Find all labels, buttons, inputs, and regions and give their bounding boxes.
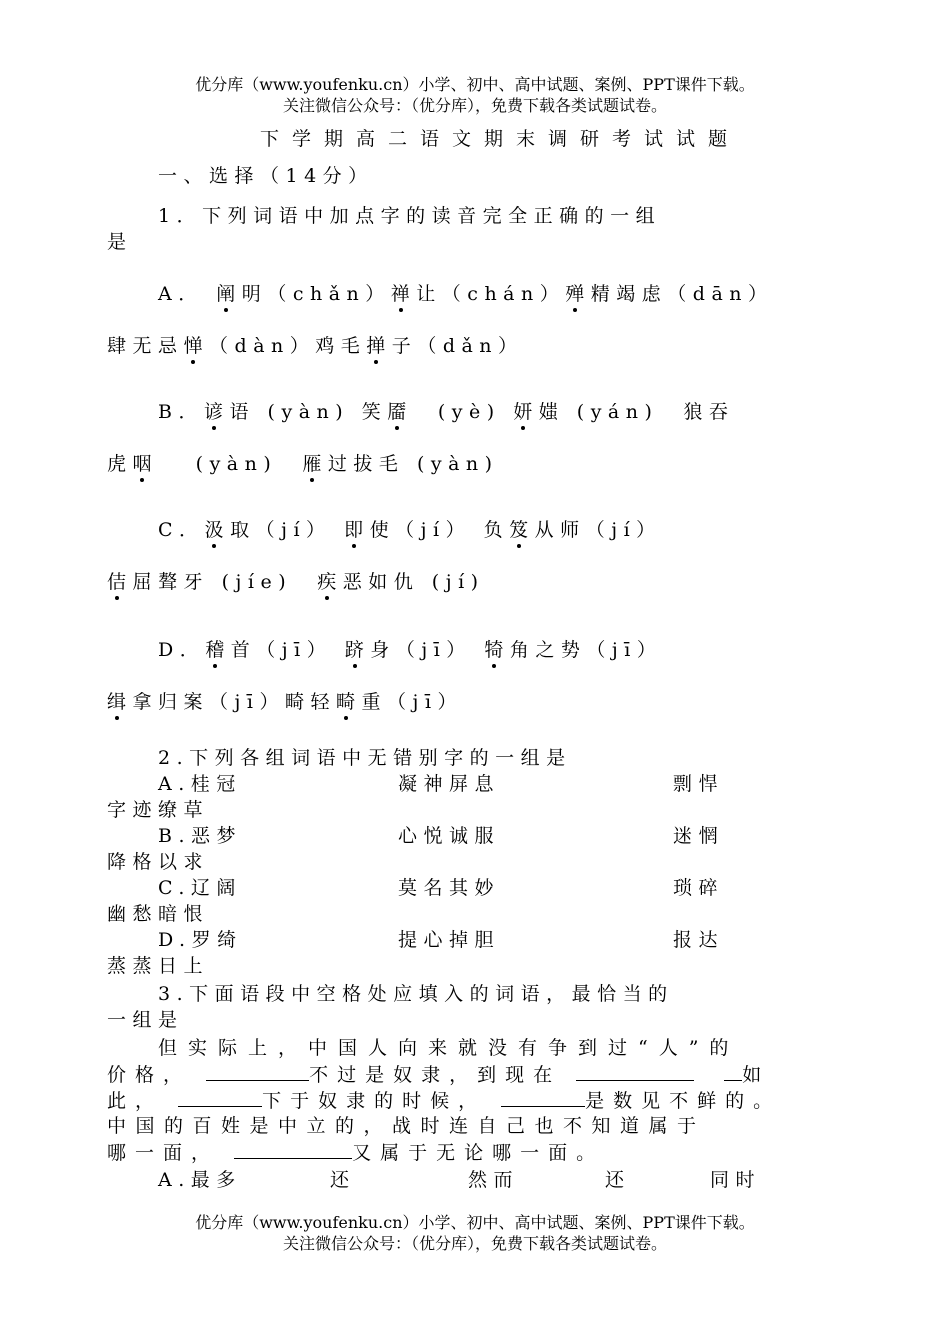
q3-option-a: A.最多 xyxy=(158,1169,242,1191)
dotted-char: 稽 xyxy=(205,639,231,661)
fill-blank-1[interactable] xyxy=(206,1062,309,1081)
q2-option-a: A.桂冠 xyxy=(158,773,242,795)
pinyin: （jī） xyxy=(586,639,663,661)
dotted-char: 雁 xyxy=(302,453,328,475)
q2-option-d: D.罗绮 xyxy=(158,929,243,951)
section-heading: 一、选择（14分） xyxy=(158,165,374,187)
q2-stem: 2.下列各组词语中无错别字的一组是 xyxy=(158,747,572,769)
dotted-char: 妍 xyxy=(513,401,539,423)
q1-option-d-line2: 缉拿归案（jī）畸轻畸重（jī） xyxy=(107,691,464,713)
pinyin: （jī） xyxy=(256,639,333,661)
pinyin: （jī） xyxy=(395,639,472,661)
dotted-char: 靥 xyxy=(387,401,413,423)
dotted-char: 笈 xyxy=(509,519,535,541)
q1-stem: 1．下列词语中加点字的读音完全正确的一组 xyxy=(158,205,662,227)
q3-passage-line4: 中国的百姓是中立的，战时连自己也不知道属于 xyxy=(107,1115,706,1137)
dotted-char: 汲 xyxy=(204,519,231,541)
pinyin: (yàn) xyxy=(195,453,278,475)
fill-blank-2-tail xyxy=(724,1062,742,1081)
dotted-char: 即 xyxy=(344,519,370,541)
dotted-char: 谚 xyxy=(203,401,230,423)
q2-option-a-word4: 字迹缭草 xyxy=(107,799,210,821)
pinyin: （dǎn） xyxy=(417,335,524,357)
pinyin: （dàn） xyxy=(209,335,316,357)
q1-option-c-line1: C．汲取（jí） 即使（jí） 负笈从师（jí） xyxy=(158,519,662,541)
q1-option-b-line1: B．谚语 (yàn) 笑靥 (yè) 妍媸 (yán) 狼吞 xyxy=(158,401,735,423)
option-label: A． xyxy=(158,283,204,305)
page-footer xyxy=(0,1212,950,1254)
q3-passage-line2: 价格， 不过是奴隶，到现在 如 xyxy=(107,1064,771,1086)
dotted-char: 疾 xyxy=(317,571,343,593)
fill-blank-4[interactable] xyxy=(501,1088,585,1107)
page-header xyxy=(0,74,950,116)
footer-line-1: 优分库（www.youfenku.cn）小学、初中、高中试题、案例、PPT课件下载。 xyxy=(195,1213,755,1232)
pinyin: (jí) xyxy=(431,571,485,593)
header-line-2: 关注微信公众号：（优分库），免费下载各类试题试卷。 xyxy=(282,96,667,115)
q1-stem-cont: 是 xyxy=(107,231,133,253)
q2-option-c-word4: 幽愁暗恨 xyxy=(107,903,210,925)
q2-option-b: B.恶梦 xyxy=(158,825,243,847)
fill-blank-3[interactable] xyxy=(178,1088,262,1107)
pinyin: (yè) xyxy=(437,401,501,423)
q2-option-c: C.辽阔 xyxy=(158,877,242,899)
option-label: B． xyxy=(158,401,204,423)
q1-option-a-line1: A． 阐明（chǎn）禅让（chán）殚精竭虑（dān） xyxy=(158,283,774,305)
q2-option-b-word3: 迷惘 xyxy=(673,825,725,847)
dotted-char: 佶 xyxy=(107,571,133,593)
q2-option-d-word2: 提心掉胆 xyxy=(398,929,501,951)
dotted-char: 跻 xyxy=(344,639,371,661)
header-line-1: 优分库（www.youfenku.cn）小学、初中、高中试题、案例、PPT课件下载。 xyxy=(195,75,755,94)
pinyin: (yán) xyxy=(576,401,659,423)
q2-option-d-word3: 报达 xyxy=(673,929,725,951)
fill-blank-5[interactable] xyxy=(234,1140,352,1159)
dotted-char: 畸 xyxy=(336,691,362,713)
q3-option-a-word4: 还 xyxy=(605,1169,631,1191)
dotted-char: 禅 xyxy=(390,283,417,305)
dotted-char: 咽 xyxy=(132,453,159,475)
pinyin: (jíe) xyxy=(221,571,293,593)
pinyin: (yàn) xyxy=(267,401,350,423)
pinyin: （jī） xyxy=(387,691,464,713)
q1-option-b-line2: 虎咽 (yàn) 雁过拔毛 (yàn) xyxy=(107,453,499,475)
fill-blank-2[interactable] xyxy=(576,1062,694,1081)
q1-option-d-line1: D．稽首（jī） 跻身（jī） 犄角之势（jī） xyxy=(158,639,663,661)
pinyin: （chǎn） xyxy=(267,283,391,305)
q2-option-b-word2: 心悦诚服 xyxy=(398,825,501,847)
footer-line-2: 关注微信公众号：（优分库），免费下载各类试题试卷。 xyxy=(282,1234,667,1253)
q3-passage-line3: 此， 下于奴隶的时候， 是数见不鲜的。 xyxy=(107,1090,782,1112)
dotted-char: 犄 xyxy=(484,639,510,661)
q2-option-b-word4: 降格以求 xyxy=(107,851,210,873)
dotted-char: 惮 xyxy=(183,335,210,357)
q2-option-a-word2: 凝神屏息 xyxy=(398,773,501,795)
dotted-char: 阐 xyxy=(216,283,242,305)
q3-stem-cont: 一组是 xyxy=(107,1009,184,1031)
q2-option-c-word2: 莫名其妙 xyxy=(398,877,501,899)
pinyin: （jí） xyxy=(585,519,662,541)
q2-option-a-word3: 剽悍 xyxy=(673,773,725,795)
option-label: D． xyxy=(158,639,206,661)
q3-passage-line5: 哪一面， 又属于无论哪一面。 xyxy=(107,1142,605,1164)
q3-option-a-word5: 同时 xyxy=(710,1169,762,1191)
pinyin: (yàn) xyxy=(416,453,499,475)
q1-option-c-line2: 佶屈聱牙 (jíe) 疾恶如仇 (jí) xyxy=(107,571,485,593)
pinyin: （jī） xyxy=(209,691,285,713)
option-label: C． xyxy=(158,519,205,541)
pinyin: （dān） xyxy=(667,283,774,305)
dotted-char: 殚 xyxy=(565,283,591,305)
q2-option-c-word3: 琐碎 xyxy=(673,877,725,899)
q3-stem: 3.下面语段中空格处应填入的词语，最恰当的 xyxy=(158,983,674,1005)
q3-option-a-word2: 还 xyxy=(330,1169,356,1191)
q1-option-a-line2: 肆无忌惮（dàn）鸡毛掸子（dǎn） xyxy=(107,335,524,357)
q3-option-a-word3: 然而 xyxy=(468,1169,520,1191)
q3-passage-line1: 但实际上，中国人向来就没有争到过“人”的 xyxy=(158,1037,740,1059)
pinyin: （chán） xyxy=(441,283,566,305)
dotted-char: 掸 xyxy=(366,335,392,357)
pinyin: （jí） xyxy=(395,519,472,541)
pinyin: （jí） xyxy=(255,519,332,541)
dotted-char: 缉 xyxy=(107,691,133,713)
q2-option-d-word4: 蒸蒸日上 xyxy=(107,955,210,977)
page-title: 下学期高二语文期末调研考试试题 xyxy=(259,128,740,150)
